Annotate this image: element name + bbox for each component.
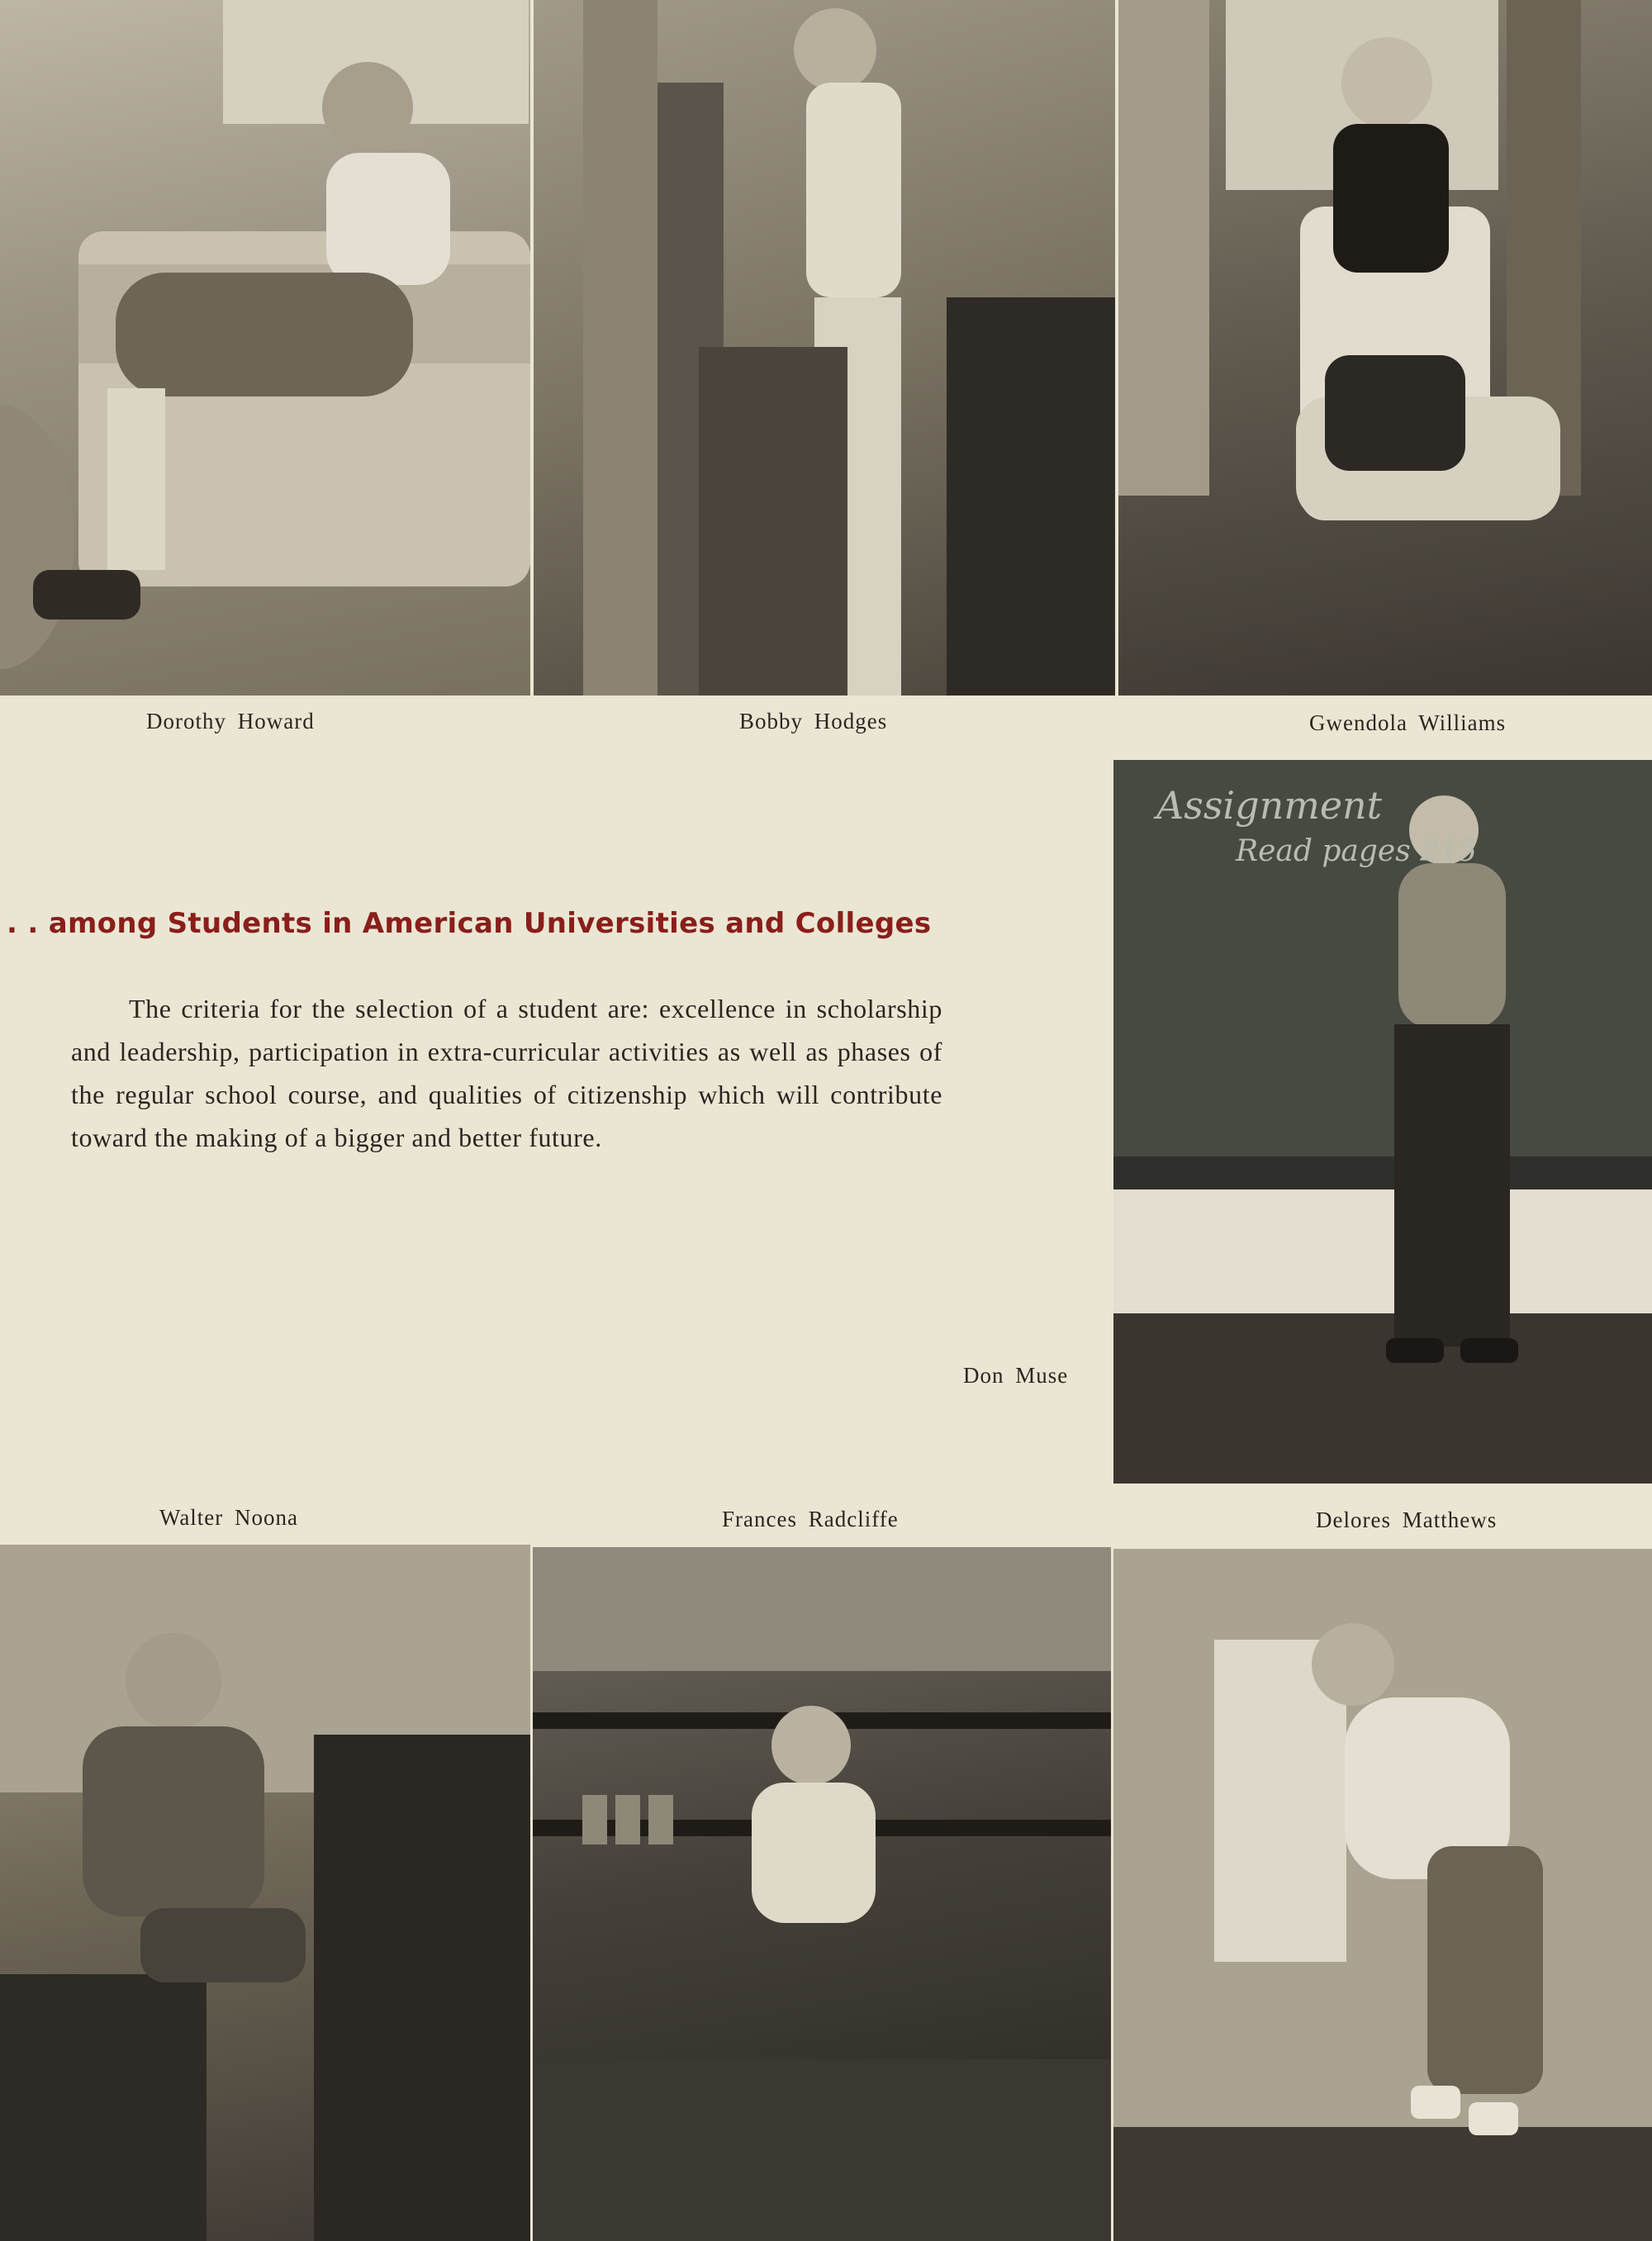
photo-delores-matthews — [1113, 1549, 1652, 2241]
caption-don-muse: Don Muse — [963, 1363, 1069, 1388]
photo-bobby-hodges — [534, 0, 1115, 696]
caption-delores-matthews: Delores Matthews — [1316, 1507, 1498, 1532]
chalkboard-line-1: Assignment — [1156, 783, 1383, 828]
caption-walter-noona: Walter Noona — [159, 1505, 299, 1530]
photo-dorothy-howard — [0, 0, 530, 696]
photo-bobby-hodges-art — [534, 0, 1115, 696]
page-heading: . . among Students in American Universities and Colleges — [7, 907, 932, 940]
photo-walter-noona — [0, 1545, 530, 2241]
photo-delores-matthews-art — [1113, 1549, 1652, 2241]
caption-bobby-hodges: Bobby Hodges — [739, 709, 888, 734]
caption-dorothy-howard: Dorothy Howard — [146, 709, 315, 734]
photo-walter-noona-art — [0, 1545, 530, 2241]
photo-don-muse-art — [1113, 760, 1652, 1484]
caption-frances-radcliffe: Frances Radcliffe — [722, 1507, 899, 1531]
photo-frances-radcliffe — [533, 1547, 1111, 2241]
caption-gwendola-williams: Gwendola Williams — [1309, 710, 1507, 735]
photo-frances-radcliffe-art — [533, 1547, 1111, 2241]
body-paragraph: The criteria for the selection of a student are: excellence in scholarship and leadership, participation in extra-curricular activities as well as phases of the regular school course, and qualities of citizenship which will contribute toward the making of a bigger and better future. — [71, 994, 942, 1152]
photo-gwendola-williams — [1118, 0, 1652, 696]
photo-don-muse — [1113, 760, 1652, 1484]
chalkboard-line-2: Read pages 215 — [1236, 834, 1477, 868]
photo-dorothy-howard-art — [0, 0, 530, 696]
photo-gwendola-williams-art — [1118, 0, 1652, 696]
